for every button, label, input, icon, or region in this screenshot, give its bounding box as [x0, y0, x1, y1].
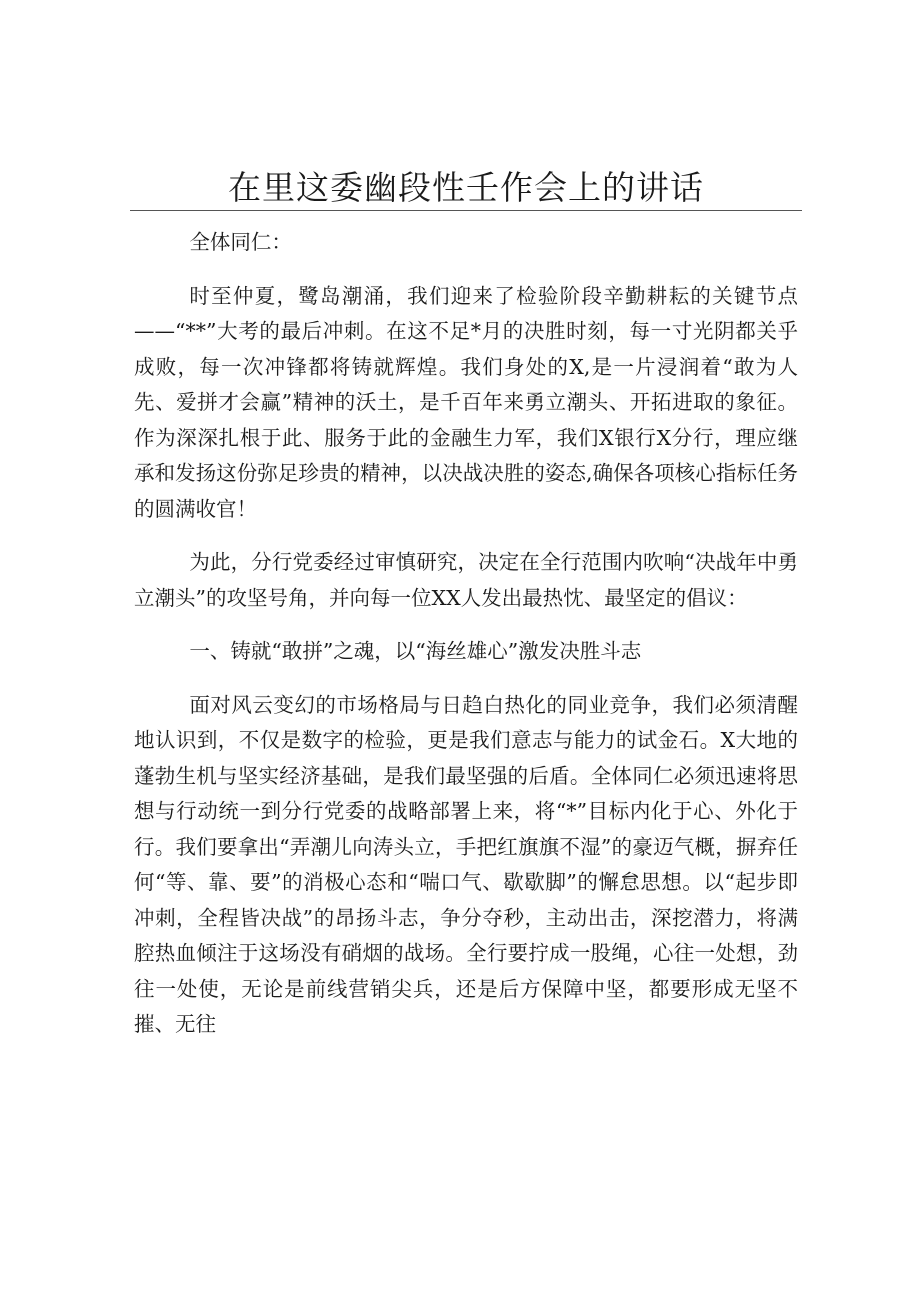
document-title: 在里这委幽段性壬作会上的讲话	[228, 168, 704, 207]
paragraph-intro: 时至仲夏，鹭岛潮涌，我们迎来了检验阶段辛勤耕耘的关键节点——“**”大考的最后冲刺。在这不足*月的决胜时刻，每一寸光阴都关乎成败，每一次冲锋都将铸就辉煌。我们身处的X,是一片浸润着“敢为人先、爱拼才会赢”精神的沃土，是千百年来勇立潮头、开拓进取的象征。作为深深扎根于此、服务于此的金融生力军，我们X银行X分行，理应继承和发扬这份弥足珍贵的精神，以决战决胜的姿态,确保各项核心指标任务的圆满收官！	[134, 283, 798, 521]
section-heading-1: 一、铸就“敢拼”之魂，以“海丝雄心”激发决胜斗志	[189, 639, 642, 663]
title-underline	[130, 210, 802, 211]
paragraph-proposal: 为此，分行党委经过审慎研究，决定在全行范围内吹响“决战年中勇立潮头”的攻坚号角，并向每一位XX人发出最热忱、最坚定的倡议：	[134, 550, 798, 610]
paragraph-section-1: 面对风云变幻的市场格局与日趋白热化的同业竞争，我们必须清醒地认识到，不仅是数字的检验，更是我们意志与能力的试金石。X大地的蓬勃生机与坚实经济基础，是我们最坚强的后盾。全体同仁必须迅速将思想与行动统一到分行党委的战略部署上来，将“*”目标内化于心、外化于行。我们要拿出“弄潮儿向涛头立，手把红旗旗不湿”的豪迈气概，摒弃任何“等、靠、要”的消极心态和“喘口气、歇歇脚”的懈怠思想。以“起步即冲刺，全程皆决战”的昂扬斗志，争分夺秒，主动出击，深挖潜力，将满腔热血倾注于这场没有硝烟的战场。全行要拧成一股绳，心往一处想，劲往一处使，无论是前线营销尖兵，还是后方保障中坚，都要形成无坚不摧、无往	[134, 692, 798, 1036]
document-body	[134, 225, 798, 1061]
salutation: 全体同仁：	[189, 230, 292, 254]
